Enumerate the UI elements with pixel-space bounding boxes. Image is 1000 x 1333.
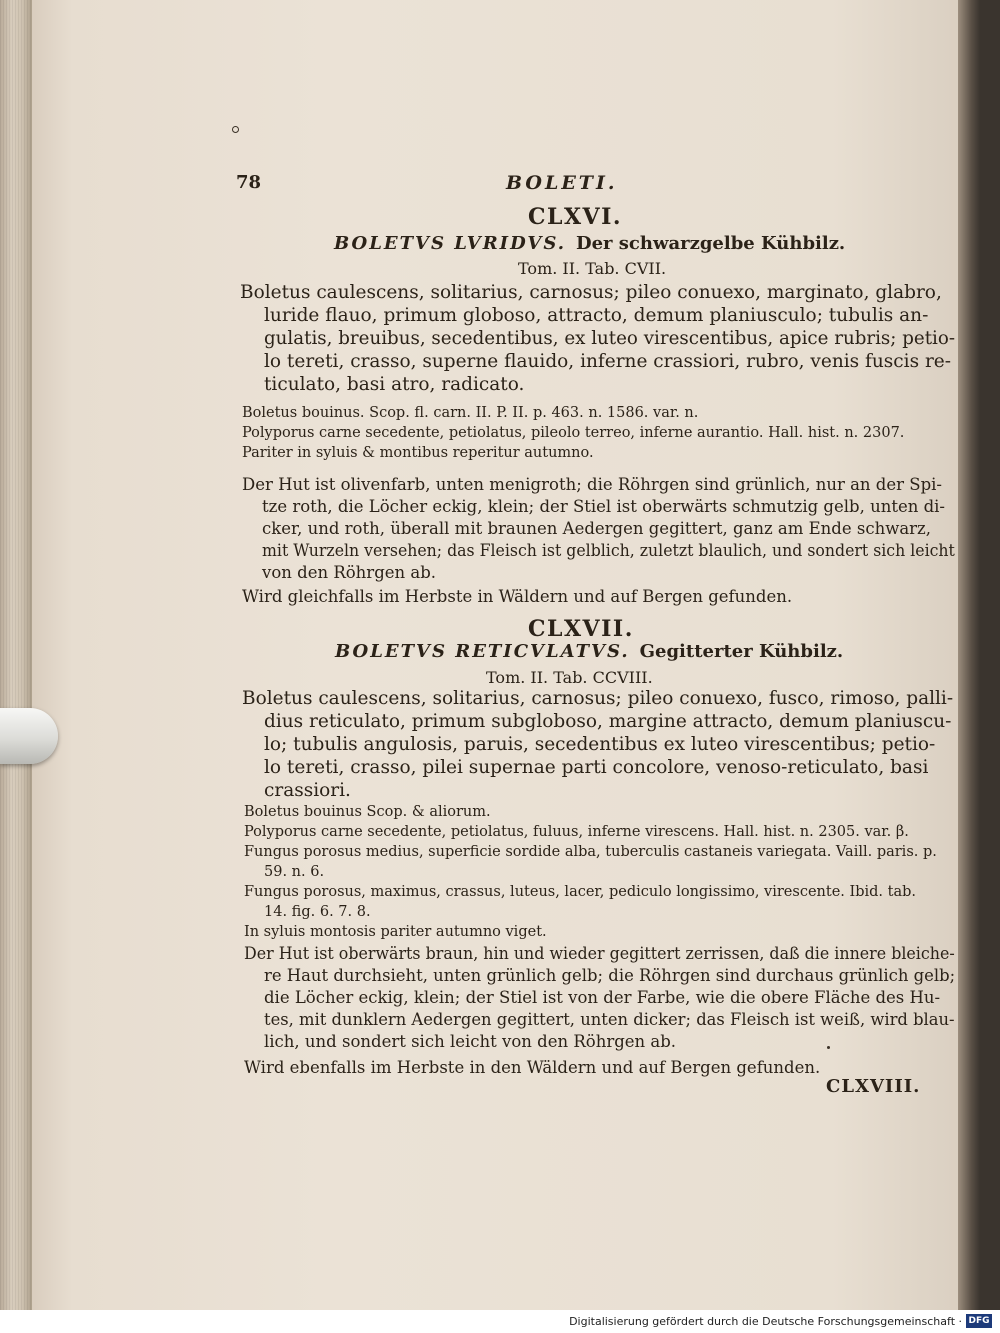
description-line: lo tereti, crasso, superne flauido, inferne crassiori, rubro, venis fuscis re- xyxy=(264,351,951,372)
description-line: dius reticulato, primum subgloboso, margine attracto, demum planiuscu- xyxy=(264,711,952,732)
title-german: Gegitterter Kühbilz. xyxy=(639,641,844,662)
synonym-line: 59. n. 6. xyxy=(264,864,325,880)
page-right-shadow xyxy=(958,0,980,1310)
german-line: Der Hut ist olivenfarb, unten menigroth; die Röhrgen sind grünlich, nur an der Spi- xyxy=(242,475,942,494)
digitization-footer xyxy=(0,1310,1000,1333)
german-line: cker, und roth, überall mit braunen Aedergen gegittert, ganz am Ende schwarz, xyxy=(262,519,931,538)
title-german: Der schwarzgelbe Kühbilz. xyxy=(575,233,846,254)
page-clip xyxy=(0,708,58,764)
german-line: tze roth, die Löcher eckig, klein; der Stiel ist oberwärts schmutzig gelb, unten di- xyxy=(262,497,946,516)
dfg-logo-icon: DFG xyxy=(966,1314,992,1328)
catchword: CLXVIII. xyxy=(826,1076,921,1097)
synonym-line: 14. fig. 6. 7. 8. xyxy=(264,904,371,920)
german-line: re Haut durchsieht, unten grünlich gelb; die Röhrgen sind durchaus grünlich gelb; xyxy=(264,966,956,985)
german-line: mit Wurzeln versehen; das Fleisch ist gelblich, zuletzt blaulich, und sondert sich leicht xyxy=(262,541,955,560)
german-line: Wird gleichfalls im Herbste in Wäldern und auf Bergen gefunden. xyxy=(242,587,793,606)
page-number: 78 xyxy=(236,172,262,193)
synonym-line: Polyporus carne secedente, petiolatus, fuluus, inferne virescens. Hall. hist. n. 2305. var. β. xyxy=(244,824,909,840)
german-line: Der Hut ist oberwärts braun, hin und wieder gegittert zerrissen, daß die innere bleiche- xyxy=(244,944,955,963)
description-line: lo; tubulis angulosis, paruis, secedentibus ex luteo virescentibus; petio- xyxy=(264,734,936,755)
title-latin: BOLETVS LVRIDVS. xyxy=(334,233,566,254)
entry-number: CLXVII. xyxy=(528,616,634,642)
running-head: BOLETI. xyxy=(506,172,618,194)
synonym-line: In syluis montosis pariter autumno viget. xyxy=(244,924,547,940)
description-line: lo tereti, crasso, pilei supernae parti concolore, venoso-reticulato, basi xyxy=(264,757,929,778)
synonym-line: Fungus porosus medius, superficie sordide alba, tuberculis castaneis variegata. Vaill. paris. p. xyxy=(244,844,937,860)
german-line: Wird ebenfalls im Herbste in den Wäldern und auf Bergen gefunden. xyxy=(244,1058,821,1077)
entry-number: CLXVI. xyxy=(528,204,623,230)
plate-reference: Tom. II. Tab. CCVIII. xyxy=(486,668,653,687)
german-line: lich, und sondert sich leicht von den Röhrgen ab. xyxy=(264,1032,677,1051)
description-line: luride flauo, primum globoso, attracto, demum planiusculo; tubulis an- xyxy=(264,305,929,326)
german-line: tes, mit dunklern Aedergen gegittert, unten dicker; das Fleisch ist weiß, wird blau- xyxy=(264,1010,955,1029)
synonym-line: Pariter in syluis & montibus reperitur autumno. xyxy=(242,445,594,461)
plate-reference: Tom. II. Tab. CVII. xyxy=(518,259,667,278)
ink-dot-small xyxy=(827,1046,830,1049)
description-line: ticulato, basi atro, radicato. xyxy=(264,374,525,395)
title-latin: BOLETVS RETICVLATVS. xyxy=(335,641,630,662)
description-line: crassiori. xyxy=(264,780,351,801)
german-line: von den Röhrgen ab. xyxy=(262,563,437,582)
synonym-line: Fungus porosus, maximus, crassus, luteus, lacer, pediculo longissimo, virescente. Ibid. tab. xyxy=(244,884,916,900)
description-line: gulatis, breuibus, secedentibus, ex luteo virescentibus, apice rubris; petio- xyxy=(264,328,956,349)
footer-credit: Digitalisierung gefördert durch die Deutsche Forschungsgemeinschaft · xyxy=(569,1315,962,1328)
entry-title xyxy=(334,235,845,253)
synonym-line: Boletus bouinus Scop. & aliorum. xyxy=(244,804,491,820)
synonym-line: Polyporus carne secedente, petiolatus, pileolo terreo, inferne aurantio. Hall. hist. n. 2307. xyxy=(242,425,905,441)
entry-title xyxy=(335,643,843,661)
german-line: die Löcher eckig, klein; der Stiel ist von der Farbe, wie die obere Fläche des Hu- xyxy=(264,988,941,1007)
ink-dot xyxy=(232,126,239,133)
description-line: Boletus caulescens, solitarius, carnosus; pileo conuexo, marginato, glabro, xyxy=(240,282,942,303)
synonym-line: Boletus bouinus. Scop. fl. carn. II. P. II. p. 463. n. 1586. var. n. xyxy=(242,405,699,421)
description-line: Boletus caulescens, solitarius, carnosus; pileo conuexo, fusco, rimoso, palli- xyxy=(242,688,954,709)
